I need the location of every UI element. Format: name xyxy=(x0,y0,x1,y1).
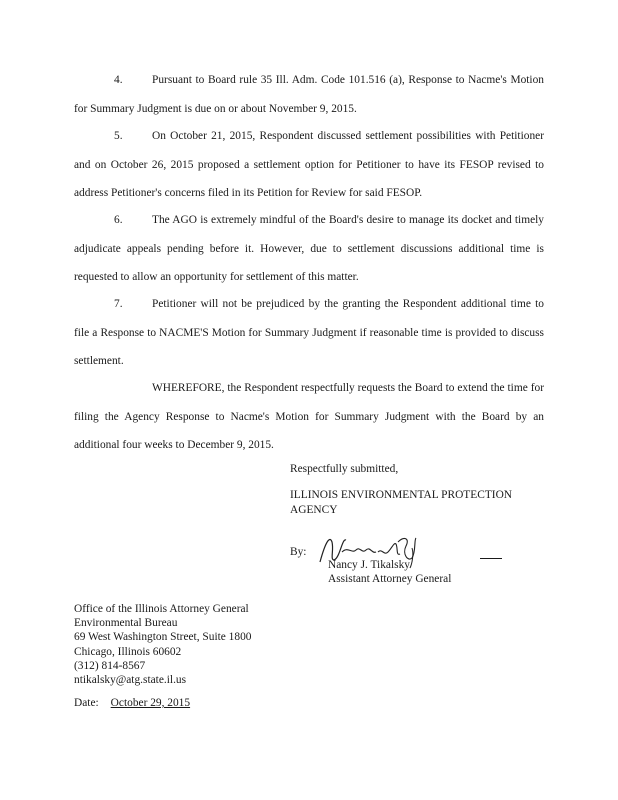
signature-line xyxy=(480,558,502,559)
agency-line-2: AGENCY xyxy=(290,504,338,516)
paragraph-text: Petitioner will not be prejudiced by the granting the Respondent additional time to file a Response to NACME'S Motion for Summary Judgment if reasonable time is provided to discuss settlement. xyxy=(74,298,544,368)
signer-title: Assistant Attorney General xyxy=(328,573,452,585)
address-line-1: Office of the Illinois Attorney General xyxy=(74,603,249,615)
by-label: By: xyxy=(290,546,307,558)
paragraph-number: 7. xyxy=(114,298,123,310)
paragraph-5 xyxy=(74,122,544,208)
signer-name: Nancy J. Tikalsky xyxy=(328,559,410,571)
date-label: Date: xyxy=(74,697,99,709)
signature-block xyxy=(290,536,530,592)
wherefore-text: WHEREFORE, the Respondent respectfully requests the Board to extend the time for filing the Agency Response to Nacme's Motion for Summary Judgment with the Board by an additional four weeks to December 9, 2015. xyxy=(74,382,544,452)
paragraph-6 xyxy=(74,206,544,292)
phone-number: (312) 814-8567 xyxy=(74,659,146,672)
date-value: October 29, 2015 xyxy=(110,697,191,709)
agency-line-1: ILLINOIS ENVIRONMENTAL PROTECTION xyxy=(290,489,513,501)
paragraph-text: Pursuant to Board rule 35 Ill. Adm. Code 101.516 (a), Response to Nacme's Motion for Summary Judgment is due on or about November 9, 2015. xyxy=(74,74,544,115)
date-line xyxy=(74,697,190,709)
email-address: ntikalsky@atg.state.il.us xyxy=(74,674,187,687)
address-line-2: Environmental Bureau xyxy=(74,617,178,630)
signer-block xyxy=(328,558,451,586)
address-line-4: Chicago, Illinois 60602 xyxy=(74,645,182,658)
address-block xyxy=(74,602,251,687)
agency-name xyxy=(290,488,512,518)
wherefore-paragraph xyxy=(74,374,544,460)
paragraph-number: 6. xyxy=(114,214,123,226)
paragraph-text: The AGO is extremely mindful of the Board's desire to manage its docket and timely adjudicate appeals pending before it. However, due to settlement discussions additional time is requested to allow an opportunity for settlement of this matter. xyxy=(74,214,544,284)
address-line-3: 69 West Washington Street, Suite 1800 xyxy=(74,631,252,644)
respectfully-submitted: Respectfully submitted, xyxy=(290,463,399,475)
paragraph-number: 5. xyxy=(114,130,123,142)
paragraph-text: On October 21, 2015, Respondent discussed settlement possibilities with Petitioner and on October 26, 2015 proposed a settlement option for Petitioner to have its FESOP revised to address Petitioner's concerns filed in its Petition for Review for said FESOP. xyxy=(74,130,544,200)
paragraph-7 xyxy=(74,290,544,376)
paragraph-4 xyxy=(74,66,544,123)
paragraph-number: 4. xyxy=(114,74,123,86)
